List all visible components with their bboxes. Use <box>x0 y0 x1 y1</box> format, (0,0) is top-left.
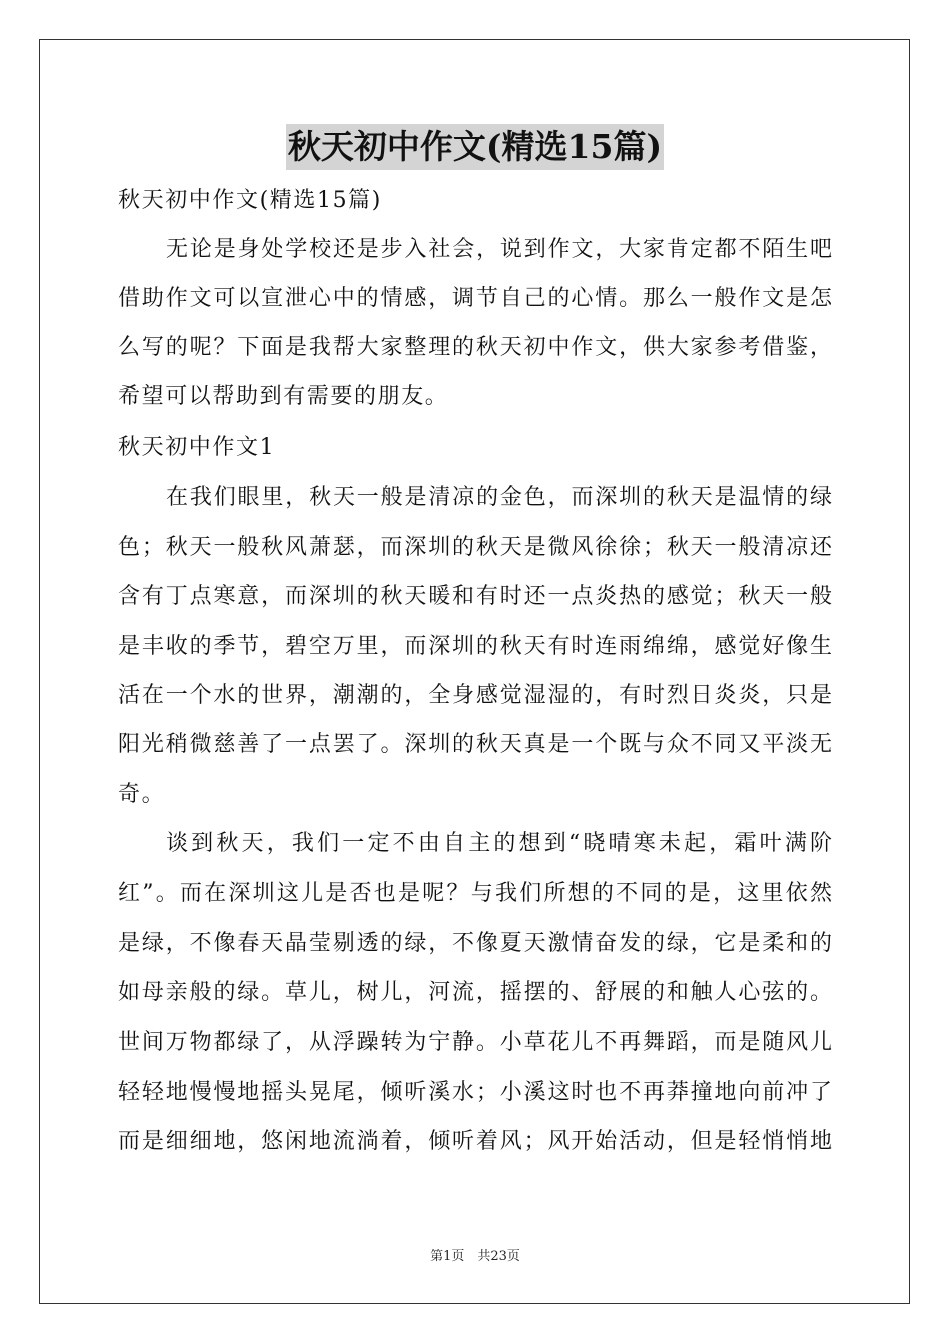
section-heading: 秋天初中作文1 <box>118 435 276 460</box>
paragraph-line: 阳光稍微慈善了一点罢了。深圳的秋天真是一个既与众不同又平淡无 <box>118 732 832 757</box>
paragraph-line: 是绿，不像春天晶莹剔透的绿，不像夏天激情奋发的绿，它是柔和的 <box>118 931 832 956</box>
paragraph-line: 无论是身处学校还是步入社会，说到作文，大家肯定都不陌生吧 <box>166 237 832 262</box>
paragraph-line: 轻轻地慢慢地摇头晃尾，倾听溪水；小溪这时也不再莽撞地向前冲了 <box>118 1080 832 1105</box>
page-number-footer: 第1页 共23页 <box>430 1249 520 1264</box>
paragraph-line: 奇。 <box>118 782 166 807</box>
paragraph-line: 红”。而在深圳这儿是否也是呢？与我们所想的不同的是，这里依然 <box>118 881 832 906</box>
paragraph-line: 如母亲般的绿。草儿，树儿，河流，摇摆的、舒展的和触人心弦的。 <box>118 980 832 1005</box>
paragraph-line: 么写的呢？下面是我帮大家整理的秋天初中作文，供大家参考借鉴， <box>118 335 832 360</box>
paragraph-line: 借助作文可以宣泄心中的情感，调节自己的心情。那么一般作文是怎 <box>118 286 832 311</box>
paragraph-line: 在我们眼里，秋天一般是清凉的金色，而深圳的秋天是温情的绿 <box>166 485 832 510</box>
paragraph-line: 含有丁点寒意，而深圳的秋天暖和有时还一点炎热的感觉；秋天一般 <box>118 584 832 609</box>
paragraph-line: 色；秋天一般秋风萧瑟，而深圳的秋天是微风徐徐；秋天一般清凉还 <box>118 535 832 560</box>
paragraph-line: 活在一个水的世界，潮潮的，全身感觉湿湿的，有时烈日炎炎，只是 <box>118 683 832 708</box>
paragraph-line: 谈到秋天，我们一定不由自主的想到“晓晴寒未起，霜叶满阶 <box>166 831 832 856</box>
page-border <box>39 39 910 1304</box>
paragraph-line: 世间万物都绿了，从浮躁转为宁静。小草花儿不再舞蹈，而是随风儿 <box>118 1030 832 1055</box>
title-container <box>0 124 950 170</box>
paragraph-line: 希望可以帮助到有需要的朋友。 <box>118 384 449 409</box>
paragraph-line: 是丰收的季节，碧空万里，而深圳的秋天有时连雨绵绵，感觉好像生 <box>118 634 832 659</box>
paragraph-line: 而是细细地，悠闲地流淌着，倾听着风；风开始活动，但是轻悄悄地 <box>118 1129 832 1154</box>
document-title: 秋天初中作文(精选15篇) <box>286 124 664 170</box>
document-subtitle: 秋天初中作文(精选15篇) <box>118 188 382 213</box>
